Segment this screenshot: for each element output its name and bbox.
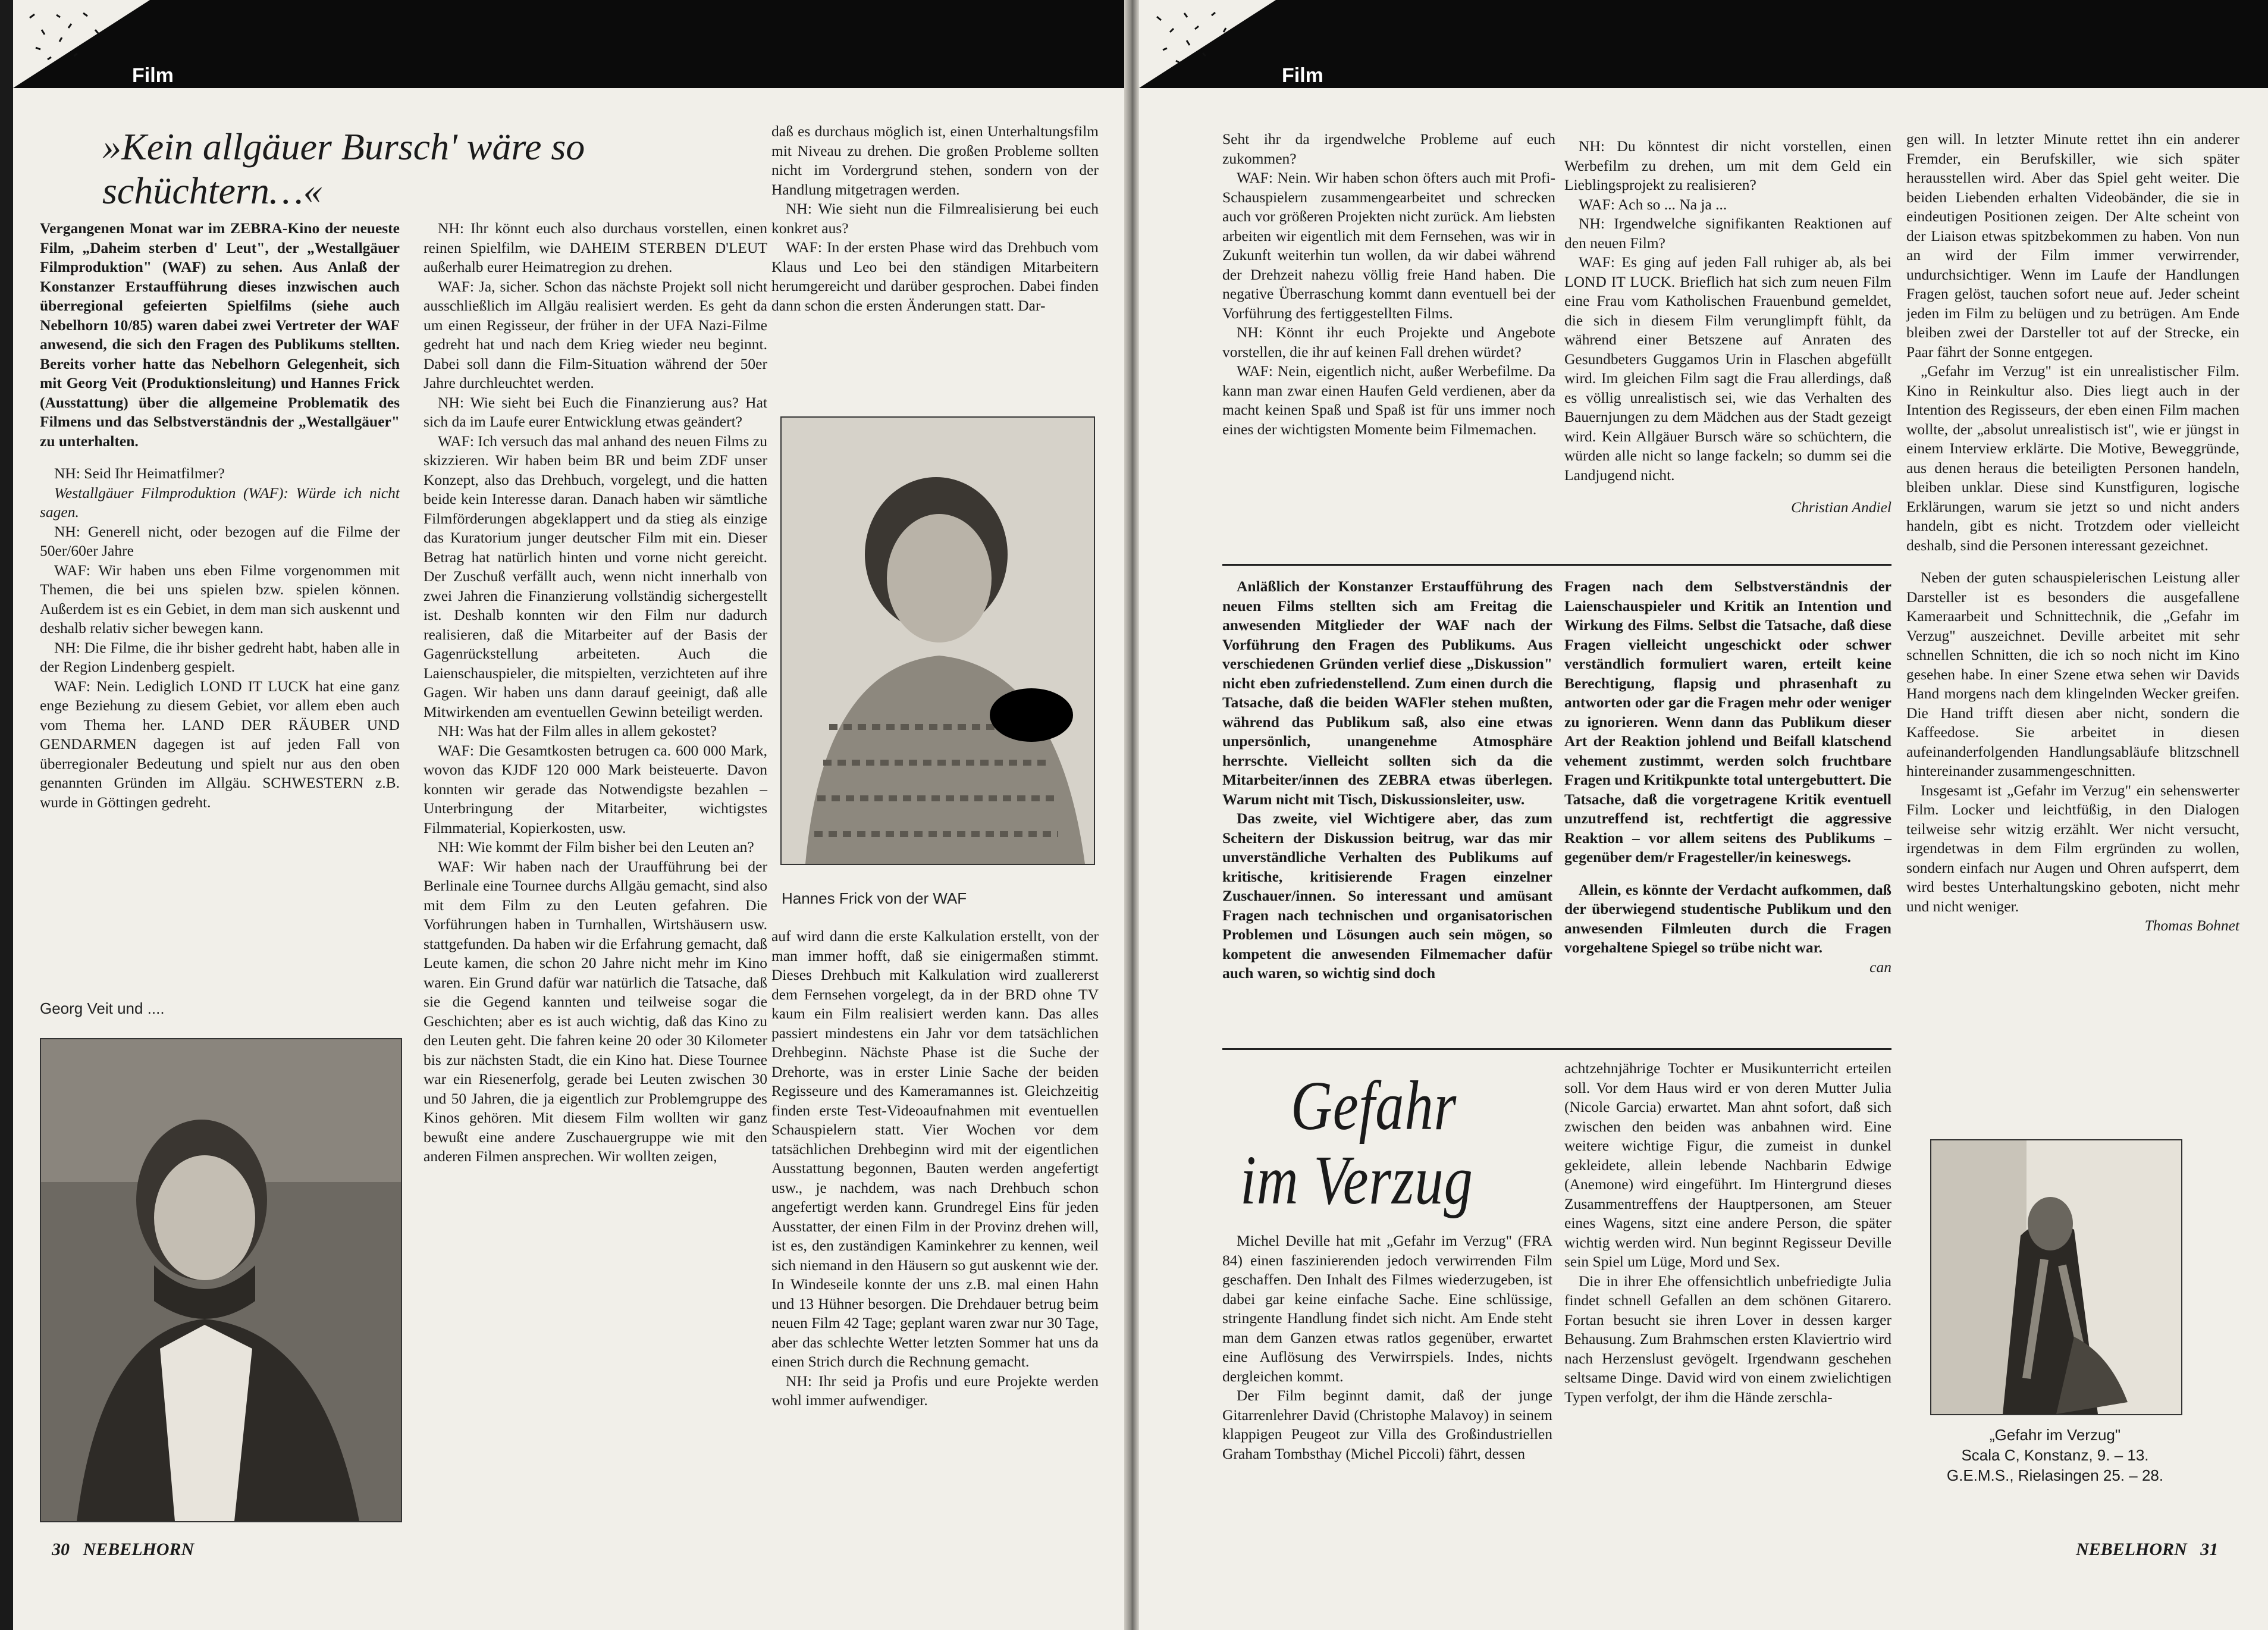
article-column-2 [424,219,767,1167]
paragraph: Fragen nach dem Selbstverständnis der Laienschauspieler und Kritik an Intention und Wirkung des Films. Selbst die Tatsache, daß diese Fragen vielleicht ungeschickt oder schwer verständlich formuliert waren, erteilt keine Berechtigung, flapsig und phrasenhaft zu antworten oder gar die Fragen mehr oder weniger zu ignorieren. Wenn dann das Publikum dieser Art der Reaktion johlend und Beifall klatschend vehement zustimmt, werden solch fruchtbare Fragen und Kritikpunkte total untergebuttert. Die Tatsache, daß die vorgetragene Kritik eventuell unzutreffend ist, rechtfertigt die aggressive Reaktion – vor allem seitens des Publikums – gegenüber dem/r Fragesteller/in keineswegs. [1564,578,1891,866]
review-title: im Verzug [1240,1141,1473,1219]
paragraph: WAF: Ach so ... Na ja ... [1579,195,1727,213]
right-page [1139,0,2268,1630]
page-number: 30 [52,1540,70,1559]
header-bar [13,0,1124,88]
author-signature: Thomas Bohnet [2144,917,2239,934]
paragraph: WAF: Die Gesamtkosten betrugen ca. 600 000 Mark, wovon das KJDF 120 000 Mark beisteuerte. Davon konnten wir gerade das Notwendigste bezahlen – Unterbringung der Mitarbeiter, wichtigstes Filmmaterial, Kopierkosten, usw. [424,741,767,836]
paragraph: NH: Ihr könnt euch also durchaus vorstellen, einen reinen Spielfilm, wie DAHEIM STERBEN D'LEUT außerhalb eurer Heimatregion zu drehen. [424,220,767,275]
film-title: „Gefahr im Verzug" [1989,1426,2121,1444]
paragraph: NH: Du könntest dir nicht vorstellen, einen Werbefilm zu drehen, um mit dem Geld ein Lieblingsprojekt zu realisieren? [1564,137,1891,193]
paragraph: auf wird dann die erste Kalkulation erstellt, von der man immer hofft, daß sie einigermaßen stimmt. Dieses Drehbuch mit Kalkulation wird zuallererst dem Fernsehen vorgelegt, da in der BRD ohne TV kaum ein Film realisiert werden kann. Das alles passiert mindestens ein Jahr vor dem tatsächlichen Drehbeginn. Nächste Phase ist die Suche der Drehorte, was in erster Linie Sache der beiden Regisseure und des Kameramannes ist. Gleichzeitig finden erste Test-Videoaufnahmen mit eventuellen Schauspielern statt. Vier Wochen vor dem tatsächlichen Drehbeginn wird mit der eigentlichen Ausstattung begonnen, Bauten werden angefertigt usw., je nachdem, was nach Drehbuch schon angefertigt werden kann. Grundregel Eins für jeden Ausstatter, der einen Film in der Provinz drehen will, ist es, den zuständigen Kaminkehrer zu kennen, weil sich niemand in den Häusern so gut auskennt wie der. In Windeseile konnte der uns z.B. mal einen Hahn und 13 Hühner besorgen. Die Drehdauer betrug beim neuen Film 42 Tage; geplant waren zwar nur 30 Tage, aber das schlechte Wetter letzten Sommer hat uns da einen Strich durch die Rechnung gemacht. [771,927,1099,1370]
review-title: Gefahr [1291,1067,1457,1145]
portrait-image [782,418,1094,864]
paragraph: NH: Seid Ihr Heimatfilmer? [54,465,225,482]
paragraph: WAF: Wir haben uns eben Filme vorgenommen mit Themen, die bei uns spielen bzw. spielen können. Außerdem ist es ein Gebiet, in dem man sich auskennt und deshalb relativ sicher bewegen kann. [40,561,400,637]
divider [1222,1048,1891,1050]
paragraph: gen will. In letzter Minute rettet ihn ein anderer Fremder, ein Berufskiller, wie sich später herausstellen wird. Aber das Spiel geht weiter. Die beiden Liebenden erhalten Videobänder, die sie in eindeutigen Positionen zeigen. Der Alte scheint von der Liaison etwas spitzbekommen zu haben. Von nun an wird der Film immer verwirrender, undurchsichtiger. Wenn im Laufe der Handlungen Fragen gelöst, tauchen sofort neue auf. Jeder scheint jeden im Film zu belügen und zu betrügen. Am Ende bleiben zwei der Darsteller tot auf der Strecke, ein Paar fährt der Sonne entgegen. [1906,130,2239,361]
paragraph: Allein, es könnte der Verdacht aufkommen, daß der überwiegend studentische Publikum und den anwesenden Filmleuten durch die Fragen vorgehaltene Spiegel so trübe nicht war. [1564,880,1891,956]
paragraph: NH: Ihr seid ja Profis und eure Projekte werden wohl immer aufwendiger. [771,1372,1099,1409]
review-column-2 [1564,1059,1891,1407]
article-column-3-top [771,122,1099,315]
paragraph: Anläßlich der Konstanzer Erstaufführung des neuen Films stellten sich am Freitag die anwesenden Mitglieder der WAF nach der Vorführung den Fragen des Publikums. Aus verschiedenen Gründen verlief diese „Diskussion" nicht eben zufriedenstellend. Zum einen durch die Tatsache, daß die beiden WAFler stehen mußten, während das Publikum saß, also eine etwas unpersönlich, unangenehme Atmosphäre herrschte. Vielleicht sollten sich da die Mitarbeiter/innen des ZEBRA etwas überlegen. Warum nicht mit Tisch, Diskussionsleiter, usw. [1222,578,1552,808]
squiggle-ornament [1150,6,1251,71]
photo-caption: Hannes Frick von der WAF [782,889,967,907]
paragraph: Neben der guten schauspielerischen Leistung aller Darsteller ist es besonders die ausgefallene Kameraarbeit und Schnittechnik, die „Gefahr im Verzug" auszeichnet. Deville arbeitet mit sehr schnellen Schnitten, die ich so noch nicht im Kino gesehen habe. In einer Szene etwa sehen wir Davids Hand morgens nach dem klingelnden Wecker greifen. Die Hand trifft diesen aber nicht, sondern die Kaffeedose. Sie arbeitet in diesen aufeinanderfolgenden Handlungsabläufe blitzschnell hintereinander zusammengeschnitten. [1906,569,2239,779]
divider [1222,564,1891,566]
paragraph: WAF: Nein, eigentlich nicht, außer Werbefilme. Da kann man zwar einen Haufen Geld verdienen, aber da macht keinen Spaß und Spaß ist für uns immer noch eines der wichtigsten Momente beim Filmemachen. [1222,362,1555,438]
paragraph: NH: Was hat der Film alles in allem gekostet? [438,722,717,739]
comment-column-right [1564,577,1891,977]
paragraph: WAF: Nein. Lediglich LOND IT LUCK hat eine ganz enge Beziehung zu diesem Gebiet, vor allem eben auch vom Thema her. LAND DER RÄUBER UND GENDARMEN dagegen ist auf jeden Fall von überregionaler Bedeutung und spielt nur aus den oben genannten Gründen im Allgäu. SCHWESTERN z.B. wurde in Göttingen gedreht. [40,677,400,811]
paragraph: WAF: Ich versuch das mal anhand des neuen Films zu skizzieren. Wir haben beim BR und beim ZDF unser Konzept, also das Drehbuch, vorgelegt, und die hatten beide kein Interesse daran. Danach haben wir sämtliche Filmförderungen abgeklappert und da stieg als einzige das Kuratorium junger deutscher Film mit ein. Dieser Betrag hat natürlich hinten und vorne nicht gereicht. Der Zuschuß verfällt auch, wenn nicht innerhalb von zwei Jahren die Finanzierung vollständig sichergestellt ist. Deshalb konnten wir den Film nur dadurch realisieren, daß die Mitarbeiter auf der Basis der Gagenrückstellung arbeiteten. Auch die Laienschauspieler, die mitspielten, verzichteten auf ihre Gagen. Wir haben uns dann darauf geeinigt, daß alle Mitwirkenden am eventuellen Gewinn beteiligt werden. [424,432,767,720]
screening-info: G.E.M.S., Rielasingen 25. – 28. [1946,1466,2164,1484]
paragraph: Das zweite, viel Wichtigere aber, das zum Scheitern der Diskussion beitrug, war das mir unverständliche Verhalten des Publikums auf kritische, kritisierende Fragen einzelner Zuschauer/innen. So interessant und amüsant Fragen nach technischen und organisatorischen Problemen und Lösungen auch sein mögen, so kompetent die anwesenden Filmemacher dafür auch waren, so wichtig sind doch [1222,810,1552,982]
article-column-5 [1564,137,1891,518]
section-label: Film [132,64,174,87]
screening-info: Scala C, Konstanz, 9. – 13. [1961,1446,2149,1464]
author-signature: can [1869,958,1891,976]
article-column-1 [40,219,400,812]
review-column-3 [1906,130,2239,936]
paragraph: WAF: In der ersten Phase wird das Drehbuch vom Klaus und Leo bei den ständigen Mitarbeitern herumgereicht und darüber gesprochen. Dabei finden dann schon die ersten Änderungen statt. Dar- [771,239,1099,314]
article-column-4 [1222,130,1555,439]
section-label: Film [1282,64,1323,87]
photo-caption: Georg Veit und .... [40,999,165,1017]
magazine-name: NEBELHORN [83,1540,195,1559]
photo-georg-veit [40,1038,402,1522]
photo-hannes-frick [780,416,1095,865]
paragraph: NH: Wie sieht bei Euch die Finanzierung aus? Hat sich da im Laufe eurer Entwicklung etwas geändert? [424,393,767,430]
paragraph: WAF: Ja, sicher. Schon das nächste Projekt soll nicht ausschließlich im Allgäu realisiert werden. Es geht da um einen Regisseur, der früher in der UFA Nazi-Filme gedreht hat und nach dem Krieg wieder neu beginnt. Dabei soll dann die Film-Situation während der 50er Jahre durchleuchtet werden. [424,277,767,391]
portrait-image [41,1039,401,1521]
film-still-photo [1930,1139,2182,1415]
film-still-image [1931,1140,2181,1414]
page-number: 31 [2200,1540,2219,1559]
author-signature: Christian Andiel [1791,499,1891,516]
paragraph: NH: Wie sieht nun die Filmrealisierung bei euch konkret aus? [771,200,1099,237]
squiggle-ornament [24,6,125,71]
paragraph: WAF: Nein. Wir haben schon öfters auch mit Profi-Schauspielern zusammengearbeitet und schrecken auch vor größeren Projekten nicht zurück. Am liebsten arbeiten wir eigentlich mit dem Fernsehen, was wir in Zukunft weiterhin tun wollen, da wir dabei während der Drehzeit nahezu völlig freie Hand haben. Die negative Überraschung kommt dann eventuell bei der Vorführung des fertiggestellten Films. [1222,169,1555,322]
paragraph: Der Film beginnt damit, daß der junge Gitarrenlehrer David (Christophe Malavoy) in seinem klappigen Peugeot zur Villa des Großindustriellen Graham Tombsthay (Michel Piccoli) fährt, dessen [1222,1387,1552,1462]
paragraph: Westallgäuer Filmproduktion (WAF): Würde ich nicht sagen. [40,484,400,521]
paragraph: NH: Könnt ihr euch Projekte und Angebote vorstellen, die ihr auf keinen Fall drehen würdet? [1222,324,1555,361]
article-column-3-bottom [771,927,1099,1410]
paragraph: „Gefahr im Verzug" ist ein unrealistischer Film. Kino in Reinkultur also. Dies liegt auch in der Intention des Regisseurs, der eben einen Film machen wollte, der „absolut unrealistisch ist", wie er jüngst in einem Interview erklärte. Die Motive, Beweggründe, aus denen heraus die beteiligten Personen handeln, bleiben unklar. Diese sind Kunstfiguren, logische Erklärungen, warum sie jetzt so und nicht anders handeln, gibt es nicht. Trotzdem oder vielleicht deshalb, sind die Personen interessant gezeichnet. [1906,362,2239,554]
paragraph: NH: Irgendwelche signifikanten Reaktionen auf den neuen Film? [1564,215,1891,252]
review-column-1 [1222,1231,1552,1463]
paragraph: daß es durchaus möglich ist, einen Unterhaltungsfilm mit Niveau zu drehen. Die großen Probleme sollten nicht im Vordergrund stehen, sondern von der Handlung mitgetragen werden. [771,123,1099,198]
paragraph: Seht ihr da irgendwelche Probleme auf euch zukommen? [1222,130,1555,167]
film-info-box [1930,1425,2180,1485]
article-lead: Vergangenen Monat war im ZEBRA-Kino der neueste Film, „Daheim sterben d' Leut", der „Westallgäuer Filmproduktion" (WAF) zu sehen. Aus Anlaß der Konstanzer Erstaufführung dieses inzwischen auch überregional gefeierten Spielfilms (siehe auch Nebelhorn 10/85) waren dabei zwei Vertreter der WAF anwesend, die sich den Fragen des Publikums stellten. Bereits vorher hatte das Nebelhorn Gelegenheit, sich mit Georg Veit (Produktionsleitung) und Hannes Frick (Ausstattung) über die allgemeine Problematik des Filmens und das Selbstverständnis der „Westallgäuer" zu unterhalten. [40,220,400,450]
paragraph: NH: Wie kommt der Film bisher bei den Leuten an? [438,838,754,855]
paragraph: WAF: Es ging auf jeden Fall ruhiger ab, als bei LOND IT LUCK. Brieflich hat sich zum neuen Film eine Frau vom Katholischen Frauenbund gemeldet, die sich in diesem Film verunglimpft fühlt, da während einer Betszene auf Anraten des Gesundbeters Guggamos Urin in Flaschen abgefüllt wird. Im gleichen Film sagt die Frau allerdings, daß es völlig unrealistisch sei, wie das Verhalten des Bauernjungen zu dem Mädchen aus der Stadt gezeigt wird. Kein Allgäuer Bursch wäre so schüchtern, die würden alle nicht so lange fackeln; so dumm sei die Landjugend nicht. [1564,253,1891,484]
article-headline: »Kein allgäuer Bursch' wäre so schüchtern…« [102,126,585,212]
paragraph: achtzehnjährige Tochter er Musikunterricht erteilen soll. Vor dem Haus wird er von deren Mutter Julia (Nicole Garcia) erwartet. Man ahnt sofort, daß sich zwischen den beiden was anbahnen wird. Eine weitere wichtige Figur, die zumeist in dunkel gekleidete, allein lebende Nachbarin Edwige (Anemone) wird eingeführt. Im Hintergrund dieses Zusammentreffens der Hauptpersonen, am Steuer eines Wagens, sitzt eine andere Person, die später wichtig werden wird. Nun beginnt Regisseur Deville sein Spiel um Lüge, Mord und Sex. [1564,1060,1891,1270]
left-page [13,0,1124,1630]
book-spine [1124,0,1139,1630]
paragraph: Michel Deville hat mit „Gefahr im Verzug" (FRA 84) einen faszinierenden jedoch verwirrenden Film geschaffen. Den Inhalt des Filmes wiederzugeben, ist dabei gar keine einfache Sache. Eine schlüssige, stringente Handlung findet sich nicht. Am Ende steht man dem Ganzen etwas ratlos gegenüber, erwartet eine Auflösung des Verwirrspiels. Indes, nichts dergleichen kommt. [1222,1232,1552,1385]
comment-column-left [1222,577,1552,983]
paragraph: WAF: Wir haben nach der Uraufführung bei der Berlinale eine Tournee durchs Allgäu gemacht, sind also mit dem Film zu den Leuten gefahren. Die Vorführungen haben in Turnhallen, Wirtshäusern usw. stattgefunden. Da haben wir die Erfahrung gemacht, daß Leute kamen, die schon 20 Jahre nicht mehr im Kino waren. Ein Grund dafür war natürlich die Tatsache, daß sie die Gegend kannten und teilweise sogar die Geschichten; aber es ist auch wichtig, daß das Kino zu den Leuten geht. Die fahren keine 20 oder 30 Kilometer bis zur nächsten Stadt, die ein Kino hat. Diese Tournee war ein Riesenerfolg, gerade bei Leuten zwischen 30 und 50 Jahren, die ja eigentlich zur Problemgruppe des Kinos gehören. Mit diesem Film wollten wir ganz bewußt eine andere Zuschauergruppe wie mit den anderen Filmen ansprechen. Wir wollten zeigen, [424,857,767,1165]
paragraph: NH: Generell nicht, oder bezogen auf die Filme der 50er/60er Jahre [40,522,400,559]
paragraph: Die in ihrer Ehe offensichtlich unbefriedigte Julia findet schnell Gefallen an dem schönen Gitarero. Fortan besucht sie ihren Lover in dessen karger Behausung. Zum Brahmschen ersten Klaviertrio wird nach Herzenslust gevögelt. Irgendwann geschehen seltsame Dinge. David wird von einem zwielichtigen Typen verfolgt, der ihm die Hände zerschla- [1564,1272,1891,1406]
magazine-name: NEBELHORN [2076,1540,2187,1559]
paragraph: Insgesamt ist „Gefahr im Verzug" ein sehenswerter Film. Locker und leichtfüßig, in den Dialogen teilweise sehr witzig erzählt. Wer nicht versucht, irgendetwas in dem Film ergründen zu wollen, sondern einfach nur Augen und Ohren aufsperrt, dem wird bestes Unterhaltungskino geboten, nicht mehr und nicht weniger. [1906,781,2239,915]
paragraph: NH: Die Filme, die ihr bisher gedreht habt, haben alle in der Region Lindenberg gespielt. [40,638,400,675]
